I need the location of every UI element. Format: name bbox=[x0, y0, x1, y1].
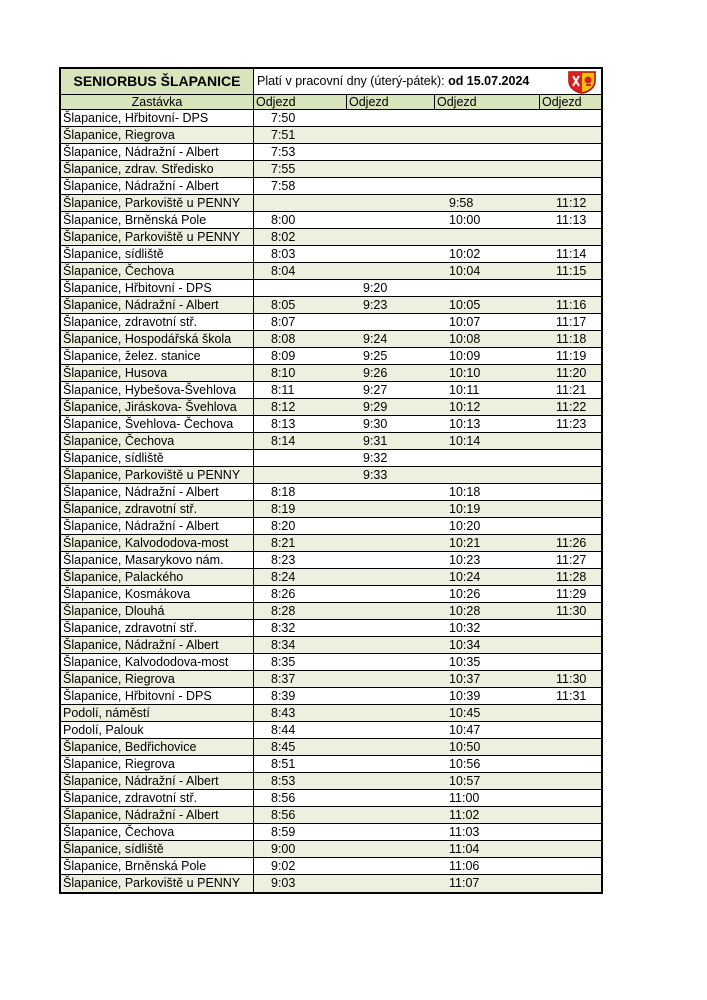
header-departure-1: Odjezd bbox=[254, 95, 347, 109]
departure-1: 7:51 bbox=[271, 128, 296, 142]
departure-1: 8:11 bbox=[271, 383, 295, 397]
departure-3: 11:00 bbox=[449, 791, 480, 805]
departure-4: 11:16 bbox=[556, 298, 587, 312]
stop-name: Šlapanice, Husova bbox=[61, 365, 254, 381]
departure-3: 11:02 bbox=[449, 808, 480, 822]
timetable bbox=[59, 67, 603, 894]
stop-name: Šlapanice, Nádražní - Albert bbox=[61, 807, 254, 823]
departure-4: 11:14 bbox=[556, 247, 587, 261]
departure-3 bbox=[435, 161, 540, 177]
table-row bbox=[61, 348, 601, 365]
departure-1: 8:45 bbox=[271, 740, 296, 754]
departure-4 bbox=[540, 705, 601, 721]
departure-1: 8:44 bbox=[271, 723, 296, 737]
table-row bbox=[61, 807, 601, 824]
table-row bbox=[61, 552, 601, 569]
departure-4 bbox=[540, 790, 601, 806]
departure-2 bbox=[347, 807, 435, 823]
header-departure-3: Odjezd bbox=[435, 95, 540, 109]
stop-name: Šlapanice, zdravotní stř. bbox=[61, 620, 254, 636]
stop-name: Šlapanice, Brněnská Pole bbox=[61, 212, 254, 228]
table-row bbox=[61, 858, 601, 875]
departure-4: 11:17 bbox=[556, 315, 587, 329]
departure-3: 10:02 bbox=[449, 247, 481, 261]
departure-3: 10:47 bbox=[449, 723, 481, 737]
validity-note bbox=[254, 69, 563, 94]
departure-1: 8:02 bbox=[271, 230, 296, 244]
departure-4: 11:23 bbox=[556, 417, 587, 431]
stop-name: Šlapanice, sídliště bbox=[61, 246, 254, 262]
departure-2: 9:29 bbox=[363, 400, 388, 414]
stop-name: Šlapanice, Dlouhá bbox=[61, 603, 254, 619]
table-row bbox=[61, 314, 601, 331]
departure-1: 8:56 bbox=[271, 791, 296, 805]
departure-1: 8:53 bbox=[271, 774, 296, 788]
departure-3 bbox=[435, 229, 540, 245]
departure-3: 10:04 bbox=[449, 264, 481, 278]
departure-3: 10:14 bbox=[449, 434, 481, 448]
stop-name: Šlapanice, Masarykovo nám. bbox=[61, 552, 254, 568]
departure-3: 10:21 bbox=[449, 536, 481, 550]
departure-1: 9:03 bbox=[271, 876, 296, 890]
departure-1: 8:21 bbox=[271, 536, 296, 550]
departure-2 bbox=[347, 127, 435, 143]
departure-4: 11:12 bbox=[556, 196, 587, 210]
table-row bbox=[61, 739, 601, 756]
departure-3: 10:32 bbox=[449, 621, 481, 635]
departure-1: 8:37 bbox=[271, 672, 296, 686]
table-row bbox=[61, 586, 601, 603]
departure-2 bbox=[347, 110, 435, 126]
departure-1: 8:24 bbox=[271, 570, 296, 584]
stop-name: Šlapanice, Kalvododova-most bbox=[61, 535, 254, 551]
departure-4: 11:30 bbox=[556, 672, 587, 686]
validity-date: od 15.07.2024 bbox=[448, 74, 530, 88]
departure-2 bbox=[347, 552, 435, 568]
departure-3: 10:00 bbox=[449, 213, 481, 227]
table-row bbox=[61, 824, 601, 841]
stop-name: Šlapanice, zdravotní stř. bbox=[61, 501, 254, 517]
departure-4: 11:18 bbox=[556, 332, 587, 346]
departure-2 bbox=[347, 518, 435, 534]
departure-3: 10:08 bbox=[449, 332, 481, 346]
table-row bbox=[61, 841, 601, 858]
table-row bbox=[61, 365, 601, 382]
table-row bbox=[61, 399, 601, 416]
table-row bbox=[61, 297, 601, 314]
departure-3: 10:05 bbox=[449, 298, 481, 312]
departure-1: 8:08 bbox=[271, 332, 296, 346]
table-row bbox=[61, 654, 601, 671]
table-row bbox=[61, 382, 601, 399]
stop-name: Šlapanice, Nádražní - Albert bbox=[61, 297, 254, 313]
departure-3: 10:26 bbox=[449, 587, 481, 601]
departure-4: 11:30 bbox=[556, 604, 587, 618]
departure-2 bbox=[347, 161, 435, 177]
departure-2: 9:20 bbox=[363, 281, 388, 295]
departure-4 bbox=[540, 127, 601, 143]
departure-2: 9:32 bbox=[363, 451, 388, 465]
departure-4 bbox=[540, 620, 601, 636]
stop-name: Šlapanice, Nádražní - Albert bbox=[61, 773, 254, 789]
departure-2 bbox=[347, 535, 435, 551]
departure-3: 10:56 bbox=[449, 757, 481, 771]
departure-4: 11:28 bbox=[556, 570, 587, 584]
stop-name: Šlapanice, Hřbitovní - DPS bbox=[61, 280, 254, 296]
departure-4 bbox=[540, 144, 601, 160]
coat-of-arms-icon bbox=[563, 69, 601, 94]
departure-1: 9:00 bbox=[271, 842, 296, 856]
validity-text: Platí v pracovní dny (úterý-pátek): bbox=[257, 74, 449, 88]
departure-2: 9:23 bbox=[363, 298, 388, 312]
departure-1: 8:32 bbox=[271, 621, 296, 635]
table-row bbox=[61, 161, 601, 178]
departure-3 bbox=[435, 110, 540, 126]
departure-2: 9:27 bbox=[363, 383, 388, 397]
departure-2: 9:24 bbox=[363, 332, 388, 346]
departure-2 bbox=[347, 603, 435, 619]
departure-2 bbox=[347, 229, 435, 245]
departure-3: 10:39 bbox=[449, 689, 481, 703]
departure-1: 7:50 bbox=[271, 111, 296, 125]
stop-name: Šlapanice, zdravotní stř. bbox=[61, 790, 254, 806]
stop-name: Podolí, náměstí bbox=[61, 705, 254, 721]
table-row bbox=[61, 416, 601, 433]
table-row bbox=[61, 484, 601, 501]
departure-1 bbox=[254, 280, 347, 296]
table-row bbox=[61, 569, 601, 586]
departure-1: 8:03 bbox=[271, 247, 296, 261]
departure-3: 10:37 bbox=[449, 672, 481, 686]
departure-1: 8:12 bbox=[271, 400, 296, 414]
departure-3: 11:03 bbox=[449, 825, 480, 839]
departure-2 bbox=[347, 195, 435, 211]
departure-3: 10:35 bbox=[449, 655, 481, 669]
table-row bbox=[61, 229, 601, 246]
departure-2: 9:26 bbox=[363, 366, 388, 380]
departure-3 bbox=[435, 467, 540, 483]
header-departure-4: Odjezd bbox=[542, 95, 582, 109]
stop-name: Šlapanice, Švehlova- Čechova bbox=[61, 416, 254, 432]
departure-2 bbox=[347, 705, 435, 721]
table-row bbox=[61, 433, 601, 450]
departure-4: 11:31 bbox=[556, 689, 587, 703]
stop-name: Šlapanice, Hřbitovní - DPS bbox=[61, 688, 254, 704]
departure-1: 8:20 bbox=[271, 519, 296, 533]
stop-name: Šlapanice, Čechova bbox=[61, 263, 254, 279]
departure-2 bbox=[347, 858, 435, 874]
stop-name: Šlapanice, Čechova bbox=[61, 433, 254, 449]
departure-4 bbox=[540, 450, 601, 466]
departure-1 bbox=[254, 467, 347, 483]
departure-4 bbox=[540, 229, 601, 245]
stop-name: Šlapanice, Parkoviště u PENNY bbox=[61, 195, 254, 211]
departure-3: 10:09 bbox=[449, 349, 481, 363]
stop-name: Šlapanice, Hospodářská škola bbox=[61, 331, 254, 347]
table-row bbox=[61, 671, 601, 688]
departure-3 bbox=[435, 178, 540, 194]
table-row bbox=[61, 110, 601, 127]
stop-name: Šlapanice, Nádražní - Albert bbox=[61, 518, 254, 534]
departure-4 bbox=[540, 467, 601, 483]
departure-3 bbox=[435, 144, 540, 160]
departure-4 bbox=[540, 807, 601, 823]
table-row bbox=[61, 773, 601, 790]
departure-2 bbox=[347, 178, 435, 194]
departure-1: 8:13 bbox=[271, 417, 296, 431]
departure-1: 8:05 bbox=[271, 298, 296, 312]
stop-name: Šlapanice, sídliště bbox=[61, 841, 254, 857]
departure-1: 7:55 bbox=[271, 162, 296, 176]
table-row bbox=[61, 637, 601, 654]
departure-2 bbox=[347, 314, 435, 330]
timetable-rows bbox=[61, 110, 601, 892]
departure-1: 8:04 bbox=[271, 264, 296, 278]
departure-3: 10:45 bbox=[449, 706, 481, 720]
departure-3: 10:11 bbox=[449, 383, 480, 397]
departure-1: 8:23 bbox=[271, 553, 296, 567]
departure-3: 11:06 bbox=[449, 859, 480, 873]
departure-1: 8:09 bbox=[271, 349, 296, 363]
departure-4 bbox=[540, 875, 601, 892]
departure-1: 9:02 bbox=[271, 859, 296, 873]
departure-2 bbox=[347, 739, 435, 755]
departure-2 bbox=[347, 144, 435, 160]
departure-1: 8:10 bbox=[271, 366, 296, 380]
departure-4 bbox=[540, 756, 601, 772]
departure-2 bbox=[347, 841, 435, 857]
departure-2 bbox=[347, 620, 435, 636]
departure-4: 11:22 bbox=[556, 400, 587, 414]
departure-2 bbox=[347, 671, 435, 687]
departure-2 bbox=[347, 501, 435, 517]
table-row bbox=[61, 331, 601, 348]
departure-4 bbox=[540, 722, 601, 738]
table-row bbox=[61, 518, 601, 535]
departure-2 bbox=[347, 569, 435, 585]
table-row bbox=[61, 246, 601, 263]
departure-1: 8:35 bbox=[271, 655, 296, 669]
departure-1: 8:59 bbox=[271, 825, 296, 839]
departure-4 bbox=[540, 161, 601, 177]
stop-name: Šlapanice, Riegrova bbox=[61, 671, 254, 687]
departure-1: 8:14 bbox=[271, 434, 296, 448]
stop-name: Šlapanice, Nádražní - Albert bbox=[61, 637, 254, 653]
table-row bbox=[61, 603, 601, 620]
departure-4 bbox=[540, 773, 601, 789]
stop-name: Šlapanice, zdrav. Středisko bbox=[61, 161, 254, 177]
departure-4: 11:20 bbox=[556, 366, 587, 380]
departure-2: 9:33 bbox=[363, 468, 388, 482]
departure-1: 8:39 bbox=[271, 689, 296, 703]
departure-3: 9:58 bbox=[449, 196, 474, 210]
departure-2: 9:25 bbox=[363, 349, 388, 363]
stop-name: Šlapanice, Čechova bbox=[61, 824, 254, 840]
table-row bbox=[61, 280, 601, 297]
table-row bbox=[61, 620, 601, 637]
stop-name: Šlapanice, Brněnská Pole bbox=[61, 858, 254, 874]
departure-4 bbox=[540, 654, 601, 670]
departure-3 bbox=[435, 450, 540, 466]
departure-1: 8:34 bbox=[271, 638, 296, 652]
stop-name: Podolí, Palouk bbox=[61, 722, 254, 738]
header-departure-2: Odjezd bbox=[347, 95, 435, 109]
table-row bbox=[61, 144, 601, 161]
departure-4 bbox=[540, 637, 601, 653]
table-row bbox=[61, 705, 601, 722]
departure-2 bbox=[347, 688, 435, 704]
stop-name: Šlapanice, Riegrova bbox=[61, 756, 254, 772]
table-row bbox=[61, 450, 601, 467]
departure-3: 10:10 bbox=[449, 366, 481, 380]
departure-4: 11:27 bbox=[556, 553, 587, 567]
departure-2 bbox=[347, 246, 435, 262]
column-headers bbox=[61, 95, 601, 110]
stop-name: Šlapanice, želez. stanice bbox=[61, 348, 254, 364]
departure-2 bbox=[347, 824, 435, 840]
departure-4: 11:29 bbox=[556, 587, 587, 601]
departure-2 bbox=[347, 722, 435, 738]
departure-1: 7:53 bbox=[271, 145, 296, 159]
departure-3: 10:23 bbox=[449, 553, 481, 567]
table-row bbox=[61, 790, 601, 807]
timetable-title: SENIORBUS ŠLAPANICE bbox=[61, 69, 254, 94]
departure-2 bbox=[347, 654, 435, 670]
departure-4 bbox=[540, 824, 601, 840]
departure-4 bbox=[540, 518, 601, 534]
departure-3: 10:12 bbox=[449, 400, 481, 414]
departure-4 bbox=[540, 110, 601, 126]
departure-4 bbox=[540, 841, 601, 857]
departure-2 bbox=[347, 773, 435, 789]
departure-3: 10:13 bbox=[449, 417, 481, 431]
table-row bbox=[61, 178, 601, 195]
table-row bbox=[61, 535, 601, 552]
stop-name: Šlapanice, Parkoviště u PENNY bbox=[61, 875, 254, 892]
departure-1: 8:28 bbox=[271, 604, 296, 618]
table-row bbox=[61, 756, 601, 773]
title-row bbox=[61, 69, 601, 95]
departure-2 bbox=[347, 484, 435, 500]
stop-name: Šlapanice, Nádražní - Albert bbox=[61, 178, 254, 194]
departure-4 bbox=[540, 280, 601, 296]
departure-2: 9:31 bbox=[363, 434, 388, 448]
departure-4: 11:19 bbox=[556, 349, 587, 363]
departure-3: 10:34 bbox=[449, 638, 481, 652]
table-row bbox=[61, 212, 601, 229]
table-row bbox=[61, 688, 601, 705]
departure-4 bbox=[540, 178, 601, 194]
stop-name: Šlapanice, Hřbitovní- DPS bbox=[61, 110, 254, 126]
departure-4 bbox=[540, 484, 601, 500]
departure-1: 8:07 bbox=[271, 315, 296, 329]
header-stop: Zastávka bbox=[61, 95, 254, 109]
departure-4: 11:26 bbox=[556, 536, 587, 550]
departure-4: 11:13 bbox=[556, 213, 587, 227]
departure-3: 10:18 bbox=[449, 485, 481, 499]
table-row bbox=[61, 722, 601, 739]
departure-3: 10:28 bbox=[449, 604, 481, 618]
departure-3: 10:19 bbox=[449, 502, 481, 516]
table-row bbox=[61, 467, 601, 484]
departure-2 bbox=[347, 875, 435, 892]
stop-name: Šlapanice, Kalvododova-most bbox=[61, 654, 254, 670]
departure-2 bbox=[347, 637, 435, 653]
departure-1 bbox=[254, 450, 347, 466]
departure-3: 10:20 bbox=[449, 519, 481, 533]
departure-3: 11:04 bbox=[449, 842, 480, 856]
departure-3: 10:57 bbox=[449, 774, 481, 788]
departure-4 bbox=[540, 858, 601, 874]
stop-name: Šlapanice, Bedřichovice bbox=[61, 739, 254, 755]
departure-2 bbox=[347, 263, 435, 279]
departure-1: 8:00 bbox=[271, 213, 296, 227]
departure-3: 11:07 bbox=[449, 876, 480, 890]
departure-1: 8:56 bbox=[271, 808, 296, 822]
departure-1: 8:43 bbox=[271, 706, 296, 720]
stop-name: Šlapanice, zdravotní stř. bbox=[61, 314, 254, 330]
departure-1: 8:19 bbox=[271, 502, 296, 516]
table-row bbox=[61, 195, 601, 212]
departure-4: 11:21 bbox=[556, 383, 587, 397]
departure-2 bbox=[347, 756, 435, 772]
stop-name: Šlapanice, Hybešova-Švehlova bbox=[61, 382, 254, 398]
stop-name: Šlapanice, Nádražní - Albert bbox=[61, 484, 254, 500]
stop-name: Šlapanice, Parkoviště u PENNY bbox=[61, 229, 254, 245]
departure-2: 9:30 bbox=[363, 417, 388, 431]
departure-2 bbox=[347, 212, 435, 228]
stop-name: Šlapanice, Palackého bbox=[61, 569, 254, 585]
departure-1 bbox=[254, 195, 347, 211]
stop-name: Šlapanice, Riegrova bbox=[61, 127, 254, 143]
table-row bbox=[61, 875, 601, 892]
table-row bbox=[61, 501, 601, 518]
departure-1: 7:58 bbox=[271, 179, 296, 193]
departure-3: 10:50 bbox=[449, 740, 481, 754]
table-row bbox=[61, 127, 601, 144]
stop-name: Šlapanice, sídliště bbox=[61, 450, 254, 466]
departure-1: 8:51 bbox=[271, 757, 296, 771]
departure-1: 8:18 bbox=[271, 485, 296, 499]
departure-4: 11:15 bbox=[556, 264, 587, 278]
table-row bbox=[61, 263, 601, 280]
departure-3: 10:24 bbox=[449, 570, 481, 584]
departure-4 bbox=[540, 739, 601, 755]
departure-4 bbox=[540, 501, 601, 517]
stop-name: Šlapanice, Parkoviště u PENNY bbox=[61, 467, 254, 483]
departure-3 bbox=[435, 127, 540, 143]
departure-4 bbox=[540, 433, 601, 449]
departure-2 bbox=[347, 586, 435, 602]
departure-2 bbox=[347, 790, 435, 806]
stop-name: Šlapanice, Nádražní - Albert bbox=[61, 144, 254, 160]
stop-name: Šlapanice, Kosmákova bbox=[61, 586, 254, 602]
stop-name: Šlapanice, Jiráskova- Švehlova bbox=[61, 399, 254, 415]
departure-3: 10:07 bbox=[449, 315, 481, 329]
departure-1: 8:26 bbox=[271, 587, 296, 601]
departure-3 bbox=[435, 280, 540, 296]
